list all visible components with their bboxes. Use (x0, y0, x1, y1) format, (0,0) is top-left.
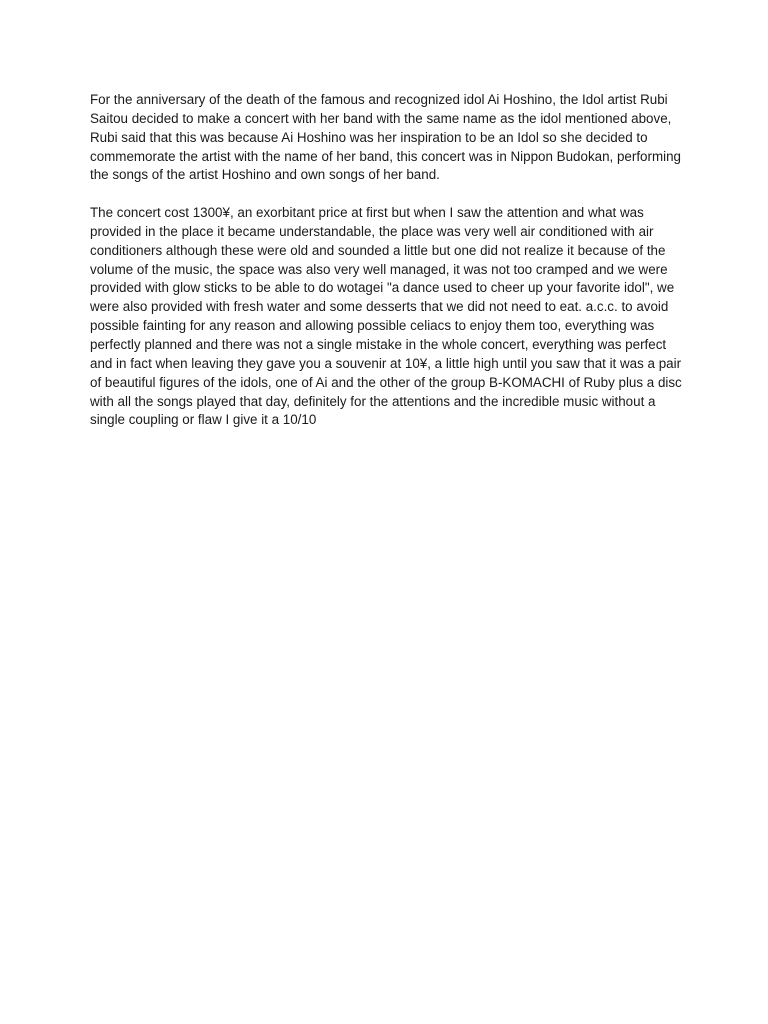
paragraph-review: The concert cost 1300¥, an exorbitant price at first but when I saw the attention and what was provided in the place it became understandable, the place was very well air conditioned with air conditioners although these were old and sounded a little but one did not realize it because of the volume of the music, the space was also very well managed, it was not too cramped and we were provided with glow sticks to be able to do wotagei "a dance used to cheer up your favorite idol", we were also provided with fresh water and some desserts that we did not need to eat. a.c.c. to avoid possible fainting for any reason and allowing possible celiacs to enjoy them too, everything was perfectly planned and there was not a single mistake in the whole concert, everything was perfect and in fact when leaving they gave you a souvenir at 10¥, a little high until you saw that it was a pair of beautiful figures of the idols, one of Ai and the other of the group B-KOMACHI of Ruby plus a disc with all the songs played that day, definitely for the attentions and the incredible music without a single coupling or flaw I give it a 10/10 (90, 205, 682, 428)
document-body (90, 91, 690, 430)
paragraph-intro: For the anniversary of the death of the famous and recognized idol Ai Hoshino, the Idol artist Rubi Saitou decided to make a concert with her band with the same name as the idol mentioned above, Rubi said that this was because Ai Hoshino was her inspiration to be an Idol so she decided to commemorate the artist with the name of her band, this concert was in Nippon Budokan, performing the songs of the artist Hoshino and own songs of her band. (90, 92, 681, 183)
